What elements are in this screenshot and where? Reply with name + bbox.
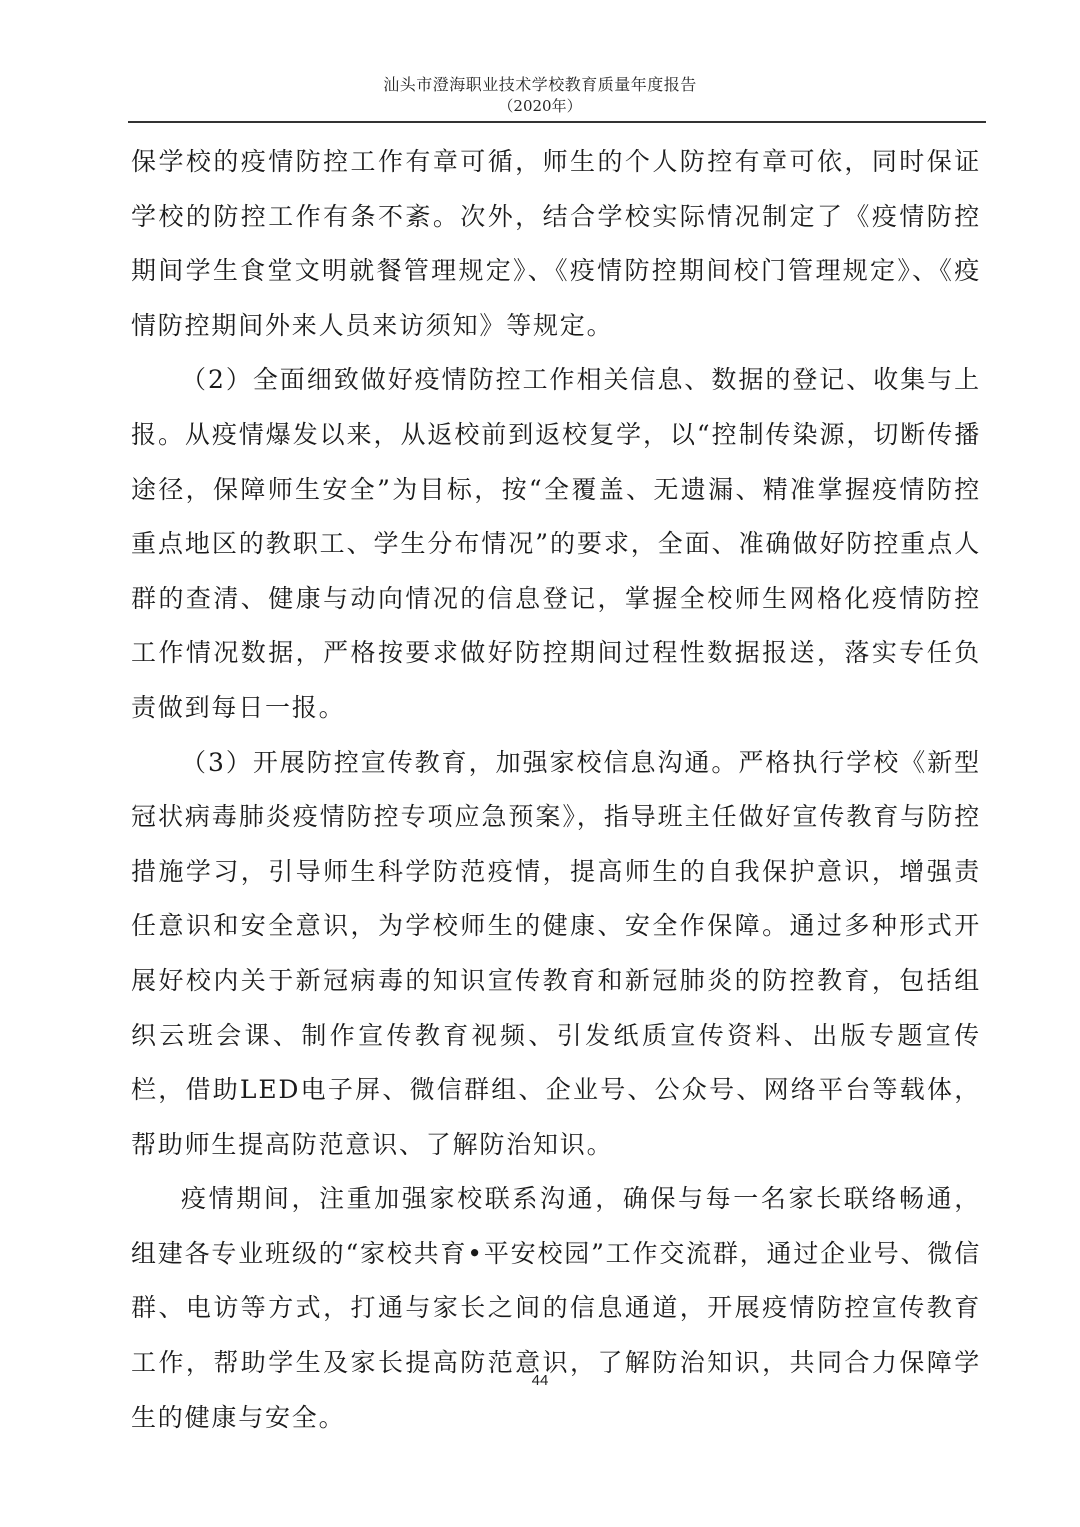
page-header: [0, 74, 1080, 117]
page-number: 44: [531, 1372, 549, 1389]
report-title: 汕头市澄海职业技术学校教育质量年度报告: [383, 75, 697, 94]
paragraph-info-registration: （2）全面细致做好疫情防控工作相关信息、数据的登记、收集与上报。从疫情爆发以来，从返校前到返校复学，以“控制传染源，切断传播途径，保障师生安全”为目标，按“全覆盖、无遗漏、精准掌握疫情防控重点地区的教职工、学生分布情况”的要求，全面、准确做好防控重点人群的查清、健康与动向情况的信息登记，掌握全校师生网格化疫情防控工作情况数据，严格按要求做好防控期间过程性数据报送，落实专任负责做到每日一报。: [131, 365, 981, 722]
report-year: （2020年）: [498, 97, 582, 115]
paragraph-home-school-communication: 疫情期间，注重加强家校联系沟通，确保与每一名家长联络畅通，组建各专业班级的“家校共育•平安校园”工作交流群，通过企业号、微信群、电访等方式，打通与家长之间的信息通道，开展疫情防控宣传教育工作，帮助学生及家长提高防范意识，了解防治知识，共同合力保障学生的健康与安全。: [131, 1184, 981, 1432]
paragraph-continued: 保学校的疫情防控工作有章可循，师生的个人防控有章可依，同时保证学校的防控工作有条不紊。次外，结合学校实际情况制定了《疫情防控期间学生食堂文明就餐管理规定》、《疫情防控期间校门管理规定》、《疫情防控期间外来人员来访须知》等规定。: [131, 147, 981, 340]
header-divider: [128, 121, 986, 123]
body-text: [131, 135, 981, 1445]
paragraph-publicity-education: （3）开展防控宣传教育，加强家校信息沟通。严格执行学校《新型冠状病毒肺炎疫情防控专项应急预案》，指导班主任做好宣传教育与防控措施学习，引导师生科学防范疫情，提高师生的自我保护意识，增强责任意识和安全意识，为学校师生的健康、安全作保障。通过多种形式开展好校内关于新冠病毒的知识宣传教育和新冠肺炎的防控教育，包括组织云班会课、制作宣传教育视频、引发纸质宣传资料、出版专题宣传栏，借助LED电子屏、微信群组、企业号、公众号、网络平台等载体，帮助师生提高防范意识、了解防治知识。: [131, 747, 981, 1159]
